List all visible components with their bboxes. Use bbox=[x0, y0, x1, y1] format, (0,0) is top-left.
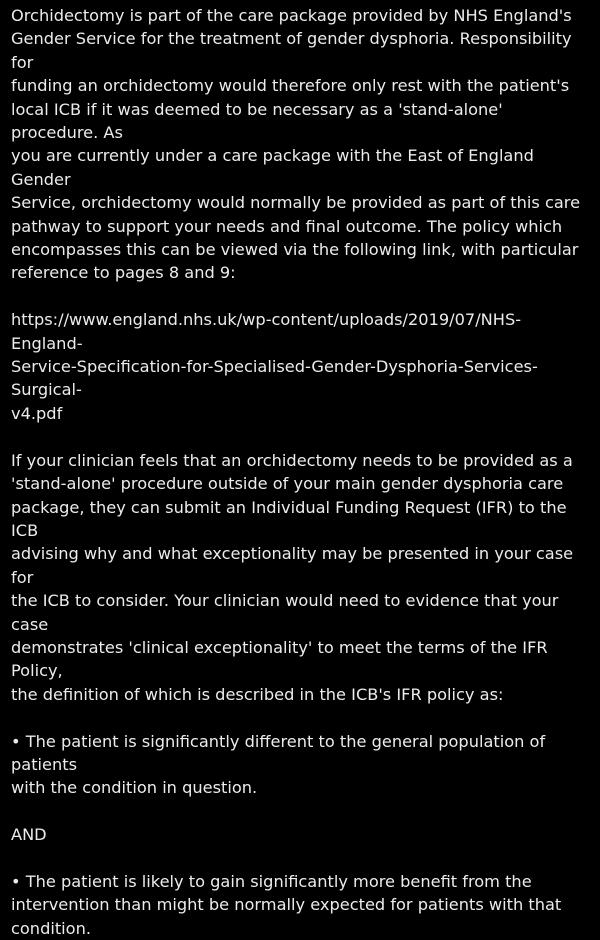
and-separator: AND bbox=[11, 825, 47, 845]
intro-paragraph: Orchidectomy is part of the care package provided by NHS England's Gender Service for the treatment of gender dysphoria. Responsibility for funding an orchidectomy would therefore only rest with the patient's local ICB if it was deemed to be necessary as a 'stand-alone' procedure. As you are currently under a care package with the East of England Gender Service, orchidectomy would normally be provided as part of this care pathway to support your needs and final outcome. The policy which encompasses this can be viewed via the following link, with particular reference to pages 8 and 9: bbox=[11, 6, 581, 283]
policy-link-paragraph bbox=[11, 308, 592, 425]
policy-link[interactable]: https://www.england.nhs.uk/wp-content/uploads/2019/07/NHS-England- Service-Specification-for-Specialised-Gender-Dysphoria-Services-Surgical- v4.pdf bbox=[11, 310, 538, 423]
ifr-paragraph: If your clinician feels that an orchidectomy needs to be provided as a 'stand-alone' procedure outside of your main gender dysphoria care package, they can submit an Individual Funding Request (IFR) to the ICB advising why and what exceptionality may be presented in your case for the ICB to consider. Your clinician would need to evidence that your case demonstrates 'clinical exceptionality' to meet the terms of the IFR Policy, the definition of which is described in the ICB's IFR policy as: bbox=[11, 450, 574, 704]
criterion-bullet-1: • The patient is significantly different to the general population of patients with the condition in question. bbox=[11, 731, 546, 798]
criterion-bullet-2: • The patient is likely to gain significantly more benefit from the intervention than might be normally expected for patients with that condition. bbox=[11, 871, 562, 938]
